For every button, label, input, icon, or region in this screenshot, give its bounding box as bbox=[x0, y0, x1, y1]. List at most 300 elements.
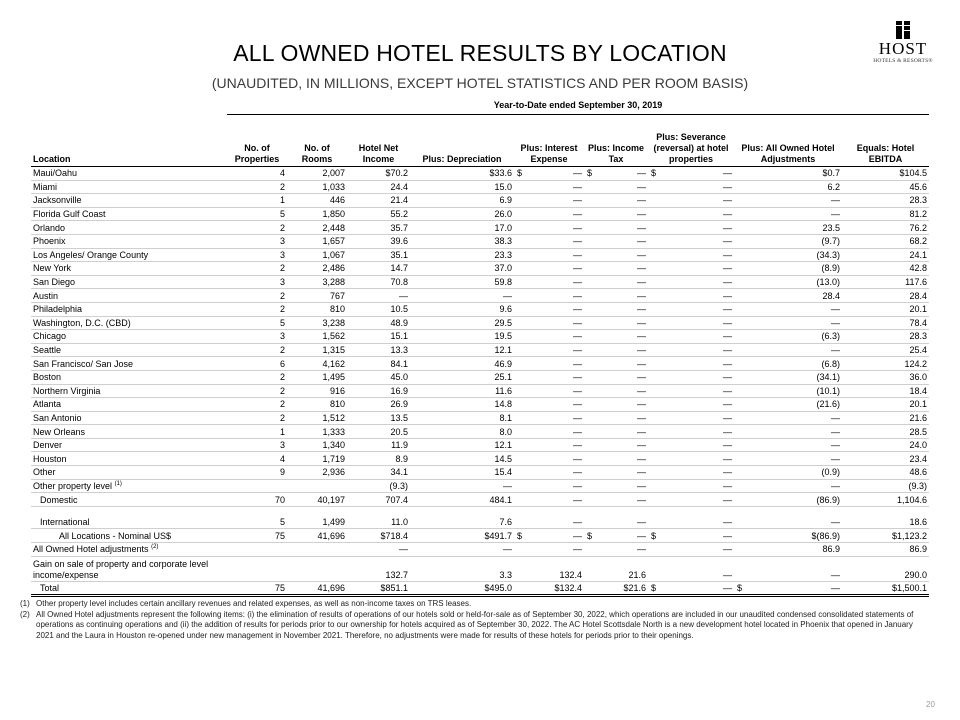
value-cell-adj bbox=[734, 275, 842, 289]
cell-value: 2 bbox=[279, 385, 285, 396]
value-cell-p bbox=[227, 411, 287, 425]
value-cell-ni bbox=[347, 289, 410, 303]
currency-symbol: $ bbox=[651, 582, 657, 593]
value-cell-int bbox=[514, 452, 584, 466]
value-cell-adj bbox=[734, 479, 842, 493]
value-cell-int bbox=[514, 556, 584, 581]
cell-value: — bbox=[573, 236, 582, 247]
cell-value: 1,495 bbox=[322, 372, 345, 383]
value-cell-p bbox=[227, 194, 287, 208]
cell-value: 11.9 bbox=[391, 440, 408, 451]
value-cell-ni bbox=[347, 411, 410, 425]
cell-value: — bbox=[573, 263, 582, 274]
value-cell-int bbox=[514, 438, 584, 452]
value-cell-int bbox=[514, 357, 584, 371]
value-cell-dep bbox=[410, 194, 514, 208]
value-cell-sev bbox=[648, 543, 734, 557]
cell-value: — bbox=[637, 494, 646, 505]
cell-value: — bbox=[573, 440, 582, 451]
table-row bbox=[31, 479, 929, 493]
value-cell-adj bbox=[734, 180, 842, 194]
cell-value: 24.0 bbox=[909, 440, 928, 451]
value-cell-adj bbox=[734, 343, 842, 357]
cell-value: 1 bbox=[279, 195, 285, 206]
table-row bbox=[31, 302, 929, 316]
value-cell-eb bbox=[842, 262, 929, 276]
value-cell-int bbox=[514, 425, 584, 439]
value-cell-eb bbox=[842, 302, 929, 316]
value-cell-adj bbox=[734, 248, 842, 262]
cell-value: 2 bbox=[279, 345, 285, 356]
value-cell-ni bbox=[347, 343, 410, 357]
value-cell-int bbox=[514, 248, 584, 262]
cell-value: — bbox=[573, 304, 582, 315]
value-cell-ni bbox=[347, 398, 410, 412]
cell-value: — bbox=[637, 385, 646, 396]
value-cell-eb bbox=[842, 357, 929, 371]
location-label: Denver bbox=[33, 440, 63, 451]
value-cell-r bbox=[287, 357, 347, 371]
cell-value: 11.6 bbox=[495, 385, 512, 396]
value-cell-adj bbox=[734, 221, 842, 235]
cell-value: 25.4 bbox=[909, 345, 928, 356]
location-cell bbox=[31, 411, 227, 425]
cell-value: 20.1 bbox=[909, 399, 928, 410]
host-logo bbox=[868, 21, 938, 65]
value-cell-eb bbox=[842, 479, 929, 493]
cell-value: $0.7 bbox=[822, 168, 840, 179]
value-cell-p bbox=[227, 248, 287, 262]
cell-value: — bbox=[637, 195, 646, 206]
cell-value: 2 bbox=[279, 181, 285, 192]
value-cell-ni bbox=[347, 221, 410, 235]
value-cell-p bbox=[227, 543, 287, 557]
table-row bbox=[31, 207, 929, 221]
cell-value: 2,936 bbox=[322, 467, 345, 478]
cell-value: 28.3 bbox=[909, 195, 928, 206]
currency-symbol: $ bbox=[517, 168, 523, 179]
location-label: Phoenix bbox=[33, 236, 66, 247]
location-label: Total bbox=[40, 582, 60, 593]
value-cell-dep bbox=[410, 275, 514, 289]
col-ebitda: Equals: Hotel EBITDA bbox=[842, 115, 929, 167]
cell-value: 78.4 bbox=[909, 317, 928, 328]
value-cell-eb bbox=[842, 289, 929, 303]
cell-value: — bbox=[723, 236, 732, 247]
location-cell bbox=[31, 221, 227, 235]
value-cell-dep bbox=[410, 398, 514, 412]
location-label: International bbox=[40, 517, 90, 528]
cell-value: 13.5 bbox=[390, 412, 408, 423]
value-cell-adj bbox=[734, 370, 842, 384]
value-cell-eb bbox=[842, 529, 929, 543]
value-cell-sev bbox=[648, 330, 734, 344]
value-cell-int bbox=[514, 302, 584, 316]
cell-value: 48.9 bbox=[390, 317, 408, 328]
value-cell-tax bbox=[584, 180, 648, 194]
cell-value: — bbox=[637, 290, 646, 301]
value-cell-int bbox=[514, 194, 584, 208]
cell-value: — bbox=[573, 372, 582, 383]
value-cell-r bbox=[287, 234, 347, 248]
value-cell-r bbox=[287, 330, 347, 344]
table-row bbox=[31, 357, 929, 371]
value-cell-int bbox=[514, 516, 584, 529]
cell-value: — bbox=[723, 181, 732, 192]
cell-value: 3 bbox=[279, 277, 285, 288]
value-cell-adj bbox=[734, 316, 842, 330]
value-cell-p bbox=[227, 425, 287, 439]
location-label: Domestic bbox=[40, 494, 78, 505]
value-cell-ni bbox=[347, 207, 410, 221]
value-cell-int bbox=[514, 180, 584, 194]
table-row bbox=[31, 275, 929, 289]
col-depreciation: Plus: Depreciation bbox=[410, 115, 514, 167]
value-cell-r bbox=[287, 543, 347, 557]
cell-value: 810 bbox=[329, 304, 345, 315]
value-cell-r bbox=[287, 384, 347, 398]
value-cell-eb bbox=[842, 167, 929, 181]
cell-value: $70.2 bbox=[385, 168, 408, 179]
value-cell-adj bbox=[734, 425, 842, 439]
table-row bbox=[31, 343, 929, 357]
location-cell bbox=[31, 529, 227, 543]
cell-value: $33.6 bbox=[489, 168, 512, 179]
cell-value: (13.0) bbox=[816, 277, 840, 288]
cell-value: 24.4 bbox=[390, 181, 408, 192]
value-cell-tax bbox=[584, 207, 648, 221]
value-cell-r bbox=[287, 207, 347, 221]
period-label: Year-to-Date ended September 30, 2019 bbox=[227, 96, 929, 115]
cell-value: 15.4 bbox=[494, 467, 512, 478]
cell-value: — bbox=[573, 494, 582, 505]
value-cell-p bbox=[227, 262, 287, 276]
value-cell-r bbox=[287, 516, 347, 529]
footnote-ref: (1) bbox=[114, 480, 122, 487]
cell-value: — bbox=[723, 290, 732, 301]
value-cell-eb bbox=[842, 425, 929, 439]
cell-value: 14.7 bbox=[390, 263, 408, 274]
value-cell-int bbox=[514, 262, 584, 276]
value-cell-int bbox=[514, 384, 584, 398]
cell-value: — bbox=[831, 582, 840, 593]
location-label: Chicago bbox=[33, 331, 67, 342]
value-cell-eb bbox=[842, 438, 929, 452]
cell-value: — bbox=[637, 209, 646, 220]
value-cell-p bbox=[227, 581, 287, 596]
value-cell-tax bbox=[584, 194, 648, 208]
value-cell-ni bbox=[347, 581, 410, 596]
cell-value: — bbox=[573, 181, 582, 192]
value-cell-p bbox=[227, 167, 287, 181]
value-cell-adj bbox=[734, 398, 842, 412]
value-cell-eb bbox=[842, 221, 929, 235]
value-cell-int bbox=[514, 529, 584, 543]
value-cell-r bbox=[287, 425, 347, 439]
value-cell-adj bbox=[734, 543, 842, 557]
value-cell-adj bbox=[734, 330, 842, 344]
cell-value: 70 bbox=[274, 494, 285, 505]
cell-value: 24.1 bbox=[909, 249, 928, 260]
value-cell-eb bbox=[842, 275, 929, 289]
cell-value: (21.6) bbox=[816, 399, 840, 410]
value-cell-sev bbox=[648, 398, 734, 412]
location-cell bbox=[31, 556, 227, 581]
cell-value: — bbox=[723, 544, 732, 555]
footnote-text: Other property level includes certain ancillary revenues and related expenses, as well as non-income taxes on TRS leases. bbox=[36, 599, 472, 608]
cell-value: 20.1 bbox=[909, 304, 928, 315]
footnote-ref: (2) bbox=[151, 544, 159, 551]
value-cell-dep bbox=[410, 330, 514, 344]
value-cell-eb bbox=[842, 330, 929, 344]
value-cell-tax bbox=[584, 493, 648, 507]
cell-value: — bbox=[723, 569, 732, 580]
value-cell-ni bbox=[347, 452, 410, 466]
cell-value: 1 bbox=[279, 426, 285, 437]
location-cell bbox=[31, 357, 227, 371]
value-cell-ni bbox=[347, 262, 410, 276]
cell-value: — bbox=[723, 277, 732, 288]
cell-value: 10.5 bbox=[390, 304, 408, 315]
cell-value: 13.3 bbox=[390, 345, 408, 356]
value-cell-dep bbox=[410, 384, 514, 398]
value-cell-r bbox=[287, 556, 347, 581]
cell-value: $491.7 bbox=[484, 530, 512, 541]
cell-value: — bbox=[637, 453, 646, 464]
cell-value: 1,850 bbox=[322, 209, 345, 220]
value-cell-sev bbox=[648, 289, 734, 303]
cell-value: — bbox=[573, 453, 582, 464]
location-cell bbox=[31, 302, 227, 316]
cell-value: 6 bbox=[279, 358, 285, 369]
cell-value: — bbox=[573, 399, 582, 410]
cell-value: — bbox=[637, 480, 646, 491]
cell-value: — bbox=[637, 304, 646, 315]
value-cell-p bbox=[227, 275, 287, 289]
footnote-text: All Owned Hotel adjustments represent the following items: (i) the elimination of results of operations of our hotels sold or held-for-sale as of September 30, 2022, which operations are included in our unaudited condensed consolidated statements of operations as continuing operations and (ii) the addition of results for periods prior to our ownership for hotels acquired as of September 30, 2022. The AC Hotel Scottsdale North is a new development hotel located in Phoenix that opened in January 2021 and the Laura in Houston re-opened under new management in November 2021. Therefore, no adjustments were made for results of these hotels for periods prior to their openings. bbox=[36, 609, 914, 640]
cell-value: 29.5 bbox=[494, 317, 512, 328]
cell-value: 17.0 bbox=[494, 222, 512, 233]
value-cell-int bbox=[514, 581, 584, 596]
cell-value: — bbox=[503, 290, 512, 301]
cell-value: (9.3) bbox=[389, 480, 408, 491]
location-label: Miami bbox=[33, 181, 57, 192]
cell-value: — bbox=[573, 249, 582, 260]
cell-value: — bbox=[831, 209, 840, 220]
table-row bbox=[31, 398, 929, 412]
value-cell-int bbox=[514, 493, 584, 507]
spacer-cell bbox=[31, 506, 929, 516]
location-cell bbox=[31, 234, 227, 248]
location-cell bbox=[31, 262, 227, 276]
value-cell-tax bbox=[584, 316, 648, 330]
cell-value: 446 bbox=[329, 195, 345, 206]
location-label: Gain on sale of property and corporate level income/expense bbox=[33, 558, 209, 580]
value-cell-ni bbox=[347, 248, 410, 262]
value-cell-int bbox=[514, 370, 584, 384]
cell-value: 1,333 bbox=[322, 426, 345, 437]
value-cell-eb bbox=[842, 180, 929, 194]
value-cell-int bbox=[514, 275, 584, 289]
value-cell-int bbox=[514, 234, 584, 248]
cell-value: — bbox=[573, 358, 582, 369]
cell-value: 2,486 bbox=[322, 263, 345, 274]
location-label: All Locations - Nominal US$ bbox=[59, 530, 172, 541]
value-cell-adj bbox=[734, 529, 842, 543]
value-cell-dep bbox=[410, 207, 514, 221]
value-cell-r bbox=[287, 529, 347, 543]
cell-value: 26.0 bbox=[494, 209, 512, 220]
value-cell-int bbox=[514, 479, 584, 493]
value-cell-p bbox=[227, 343, 287, 357]
logo-mark-icon bbox=[895, 21, 911, 39]
location-label: Jacksonville bbox=[33, 195, 82, 206]
value-cell-sev bbox=[648, 316, 734, 330]
value-cell-eb bbox=[842, 248, 929, 262]
cell-value: — bbox=[723, 331, 732, 342]
value-cell-dep bbox=[410, 581, 514, 596]
cell-value: 2 bbox=[279, 304, 285, 315]
col-interest: Plus: Interest Expense bbox=[514, 115, 584, 167]
cell-value: — bbox=[637, 331, 646, 342]
cell-value: — bbox=[573, 195, 582, 206]
location-cell bbox=[31, 289, 227, 303]
cell-value: — bbox=[573, 222, 582, 233]
col-location: Location bbox=[31, 115, 227, 167]
value-cell-sev bbox=[648, 438, 734, 452]
cell-value: 41,696 bbox=[317, 530, 345, 541]
table-row bbox=[31, 180, 929, 194]
cell-value: 39.6 bbox=[390, 236, 408, 247]
value-cell-int bbox=[514, 343, 584, 357]
cell-value: 36.0 bbox=[909, 372, 928, 383]
location-cell bbox=[31, 398, 227, 412]
value-cell-p bbox=[227, 180, 287, 194]
value-cell-ni bbox=[347, 180, 410, 194]
value-cell-ni bbox=[347, 516, 410, 529]
value-cell-p bbox=[227, 289, 287, 303]
value-cell-tax bbox=[584, 479, 648, 493]
cell-value: 117.6 bbox=[905, 277, 928, 288]
value-cell-int bbox=[514, 221, 584, 235]
cell-value: 11.0 bbox=[391, 517, 408, 528]
cell-value: $1,500.1 bbox=[891, 582, 928, 593]
cell-value: 15.0 bbox=[494, 181, 512, 192]
currency-symbol: $ bbox=[517, 530, 523, 541]
cell-value: — bbox=[503, 480, 512, 491]
cell-value: 21.4 bbox=[390, 195, 408, 206]
cell-value: — bbox=[723, 222, 732, 233]
value-cell-dep bbox=[410, 289, 514, 303]
value-cell-eb bbox=[842, 398, 929, 412]
value-cell-sev bbox=[648, 411, 734, 425]
value-cell-tax bbox=[584, 581, 648, 596]
value-cell-tax bbox=[584, 398, 648, 412]
cell-value: 23.5 bbox=[822, 222, 840, 233]
cell-value: — bbox=[831, 317, 840, 328]
cell-value: — bbox=[637, 222, 646, 233]
value-cell-dep bbox=[410, 516, 514, 529]
location-label: Other property level bbox=[33, 480, 113, 491]
currency-symbol: $ bbox=[587, 530, 593, 541]
value-cell-ni bbox=[347, 556, 410, 581]
value-cell-dep bbox=[410, 316, 514, 330]
logo-tagline: HOTELS & RESORTS® bbox=[873, 58, 933, 64]
col-income-tax: Plus: Income Tax bbox=[584, 115, 648, 167]
table-row bbox=[31, 248, 929, 262]
cell-value: 707.4 bbox=[385, 494, 408, 505]
cell-value: 767 bbox=[329, 290, 345, 301]
cell-value: 4 bbox=[279, 453, 285, 464]
cell-value: — bbox=[637, 440, 646, 451]
cell-value: — bbox=[831, 426, 840, 437]
value-cell-r bbox=[287, 370, 347, 384]
cell-value: 6.9 bbox=[499, 195, 512, 206]
value-cell-r bbox=[287, 581, 347, 596]
cell-value: 86.9 bbox=[909, 544, 928, 555]
location-cell bbox=[31, 581, 227, 596]
value-cell-adj bbox=[734, 167, 842, 181]
value-cell-tax bbox=[584, 234, 648, 248]
value-cell-dep bbox=[410, 479, 514, 493]
cell-value: $104.5 bbox=[899, 168, 928, 179]
cell-value: — bbox=[723, 582, 732, 593]
value-cell-r bbox=[287, 289, 347, 303]
value-cell-int bbox=[514, 543, 584, 557]
value-cell-eb bbox=[842, 411, 929, 425]
adjustments-row bbox=[31, 543, 929, 557]
cell-value: 2 bbox=[279, 412, 285, 423]
value-cell-sev bbox=[648, 180, 734, 194]
cell-value: 3,238 bbox=[322, 317, 345, 328]
cell-value: 86.9 bbox=[822, 544, 840, 555]
footnote-item bbox=[20, 610, 925, 642]
value-cell-adj bbox=[734, 289, 842, 303]
cell-value: — bbox=[573, 412, 582, 423]
cell-value: — bbox=[723, 517, 732, 528]
cell-value: — bbox=[637, 277, 646, 288]
value-cell-tax bbox=[584, 343, 648, 357]
cell-value: — bbox=[637, 249, 646, 260]
location-cell bbox=[31, 275, 227, 289]
results-table bbox=[31, 96, 929, 597]
cell-value: 2 bbox=[279, 372, 285, 383]
col-properties: No. of Properties bbox=[227, 115, 287, 167]
value-cell-adj bbox=[734, 438, 842, 452]
cell-value: — bbox=[723, 304, 732, 315]
value-cell-eb bbox=[842, 452, 929, 466]
cell-value: $495.0 bbox=[484, 582, 512, 593]
table-row bbox=[31, 452, 929, 466]
cell-value: — bbox=[723, 317, 732, 328]
cell-value: (34.1) bbox=[816, 372, 840, 383]
cell-value: — bbox=[723, 209, 732, 220]
cell-value: — bbox=[723, 249, 732, 260]
period-header-row bbox=[31, 96, 929, 115]
value-cell-ni bbox=[347, 316, 410, 330]
value-cell-ni bbox=[347, 357, 410, 371]
spacer-row bbox=[31, 506, 929, 516]
cell-value: — bbox=[573, 277, 582, 288]
cell-value: — bbox=[573, 317, 582, 328]
location-label: All Owned Hotel adjustments bbox=[33, 544, 149, 555]
location-cell bbox=[31, 248, 227, 262]
value-cell-dep bbox=[410, 493, 514, 507]
cell-value: — bbox=[637, 168, 646, 179]
cell-value: 1,512 bbox=[322, 412, 345, 423]
currency-symbol: $ bbox=[587, 168, 593, 179]
cell-value: 75 bbox=[274, 582, 285, 593]
